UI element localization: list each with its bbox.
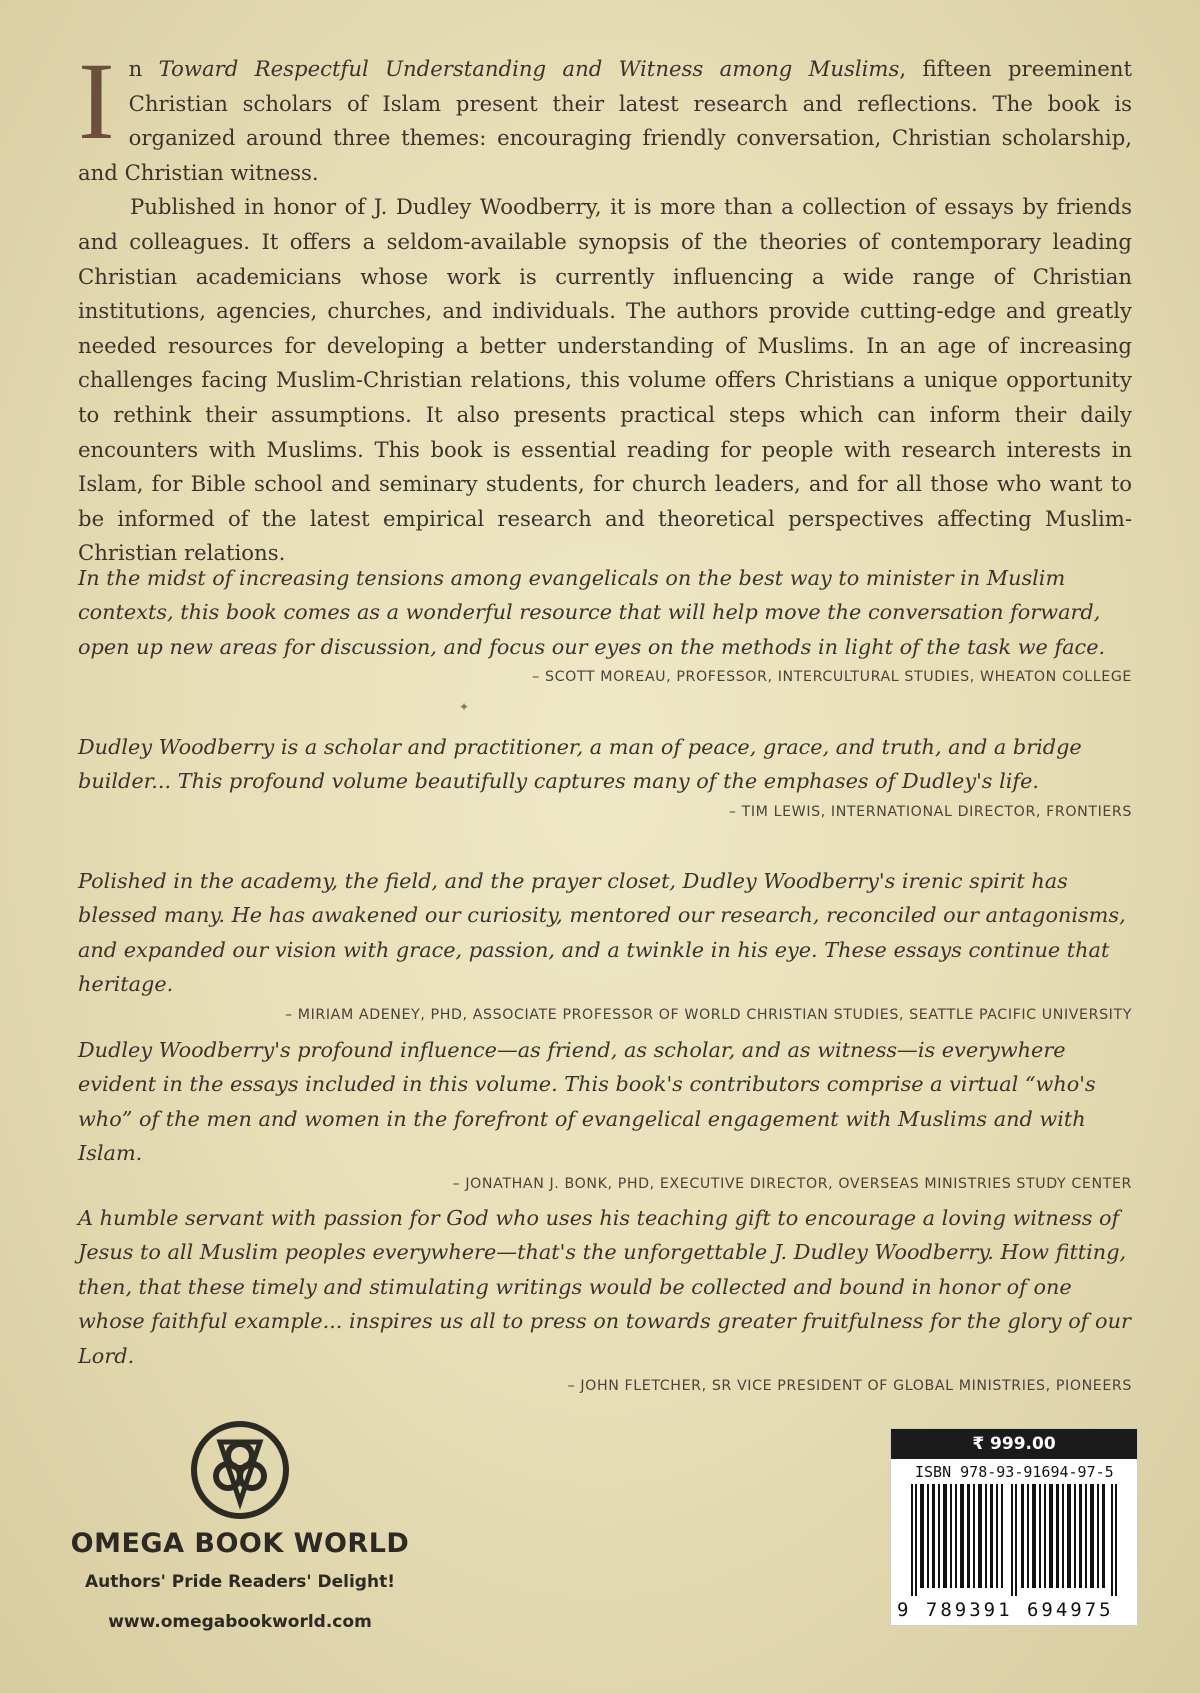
- endorsement-text: Polished in the academy, the field, and the prayer closet, Dudley Woodberry's irenic spirit has blessed many. He has awakened our curiosity, mentored our research, reconciled our antagonisms, and expanded our vision with grace, passion, and a twinkle in his eye. These essays continue that heritage.: [78, 869, 1126, 997]
- barcode-panel: [890, 1428, 1138, 1626]
- blurb-paragraph-2: Published in honor of J. Dudley Woodberry, it is more than a collection of essays by friends and colleagues. It offers a seldom-available synopsis of the theories of contemporary leading Christian academicians whose work is currently influencing a wide range of Christian institutions, agencies, churches, and individuals. The authors provide cutting-edge and greatly needed resources for developing a better understanding of Muslims. In an age of increasing challenges facing Muslim-Christian relations, this volume offers Christians a unique opportunity to rethink their assumptions. It also presents practical steps which can inform their daily encounters with Muslims. This book is essential reading for people with research interests in Islam, for Bible school and seminary students, for church leaders, and for all those who want to be informed of the latest empirical research and theoretical perspectives affecting Muslim-Christian relations.: [78, 194, 1132, 566]
- endorsement-attribution: – SCOTT MOREAU, PROFESSOR, INTERCULTURAL STUDIES, WHEATON COLLEGE: [532, 669, 1132, 686]
- blurb-paragraph-1: [78, 40, 1132, 190]
- isbn-label: ISBN 978-93-91694-97-5: [915, 1463, 1114, 1481]
- price-label: ₹ 999.00: [891, 1429, 1137, 1459]
- endorsement: [78, 730, 1132, 825]
- blurb-lead: n: [128, 56, 159, 81]
- endorsement-attribution: – MIRIAM ADENEY, PHD, ASSOCIATE PROFESSOR OF WORLD CHRISTIAN STUDIES, SEATTLE PACIFIC UNIVERSITY: [284, 1006, 1132, 1023]
- publisher-tagline: Authors' Pride Readers' Delight!: [85, 1572, 395, 1592]
- endorsement-attribution: – JOHN FLETCHER, SR VICE PRESIDENT OF GLOBAL MINISTRIES, PIONEERS: [567, 1378, 1132, 1395]
- publisher-name: OMEGA BOOK WORLD: [70, 1528, 410, 1559]
- endorsement-text: In the midst of increasing tensions among evangelicals on the best way to minister in Muslim contexts, this book comes as a wonderful resource that will help move the conversation forward, open up new areas for discussion, and focus our eyes on the methods in light of the task we face.: [78, 566, 1106, 659]
- endorsement: [78, 561, 1132, 690]
- endorsement-text: A humble servant with passion for God who uses his teaching gift to encourage a loving witness of Jesus to all Muslim peoples everywhere—that's the unforgettable J. Dudley Woodberry. How fitting, then, that these timely and stimulating writings would be collected and bound in honor of one whose faithful example... inspires us all to press on towards greater fruitfulness for the glory of our Lord.: [78, 1206, 1131, 1368]
- barcode-digits: 9 789391 694975: [897, 1599, 1114, 1621]
- endorsement-attribution: – TIM LEWIS, INTERNATIONAL DIRECTOR, FRONTIERS: [728, 803, 1132, 820]
- book-title: Toward Respectful Understanding and Witness among Muslims: [158, 56, 900, 81]
- barcode-icon: [909, 1484, 1121, 1596]
- omega-trefoil-logo-icon: [190, 1420, 290, 1520]
- endorsement-text: Dudley Woodberry is a scholar and practitioner, a man of peace, grace, and truth, and a bridge builder... This profound volume beautifully captures many of the emphases of Dudley's life.: [78, 735, 1082, 794]
- endorsement: [78, 1201, 1132, 1399]
- endorsement-attribution: – JONATHAN J. BONK, PHD, EXECUTIVE DIRECTOR, OVERSEAS MINISTRIES STUDY CENTER: [452, 1175, 1132, 1192]
- drop-cap: I: [78, 40, 115, 162]
- blurb-rest: , fifteen preeminent Christian scholars of Islam present their latest research and reflections. The book is organized around three themes: encouraging friendly conversation, Christian scholarship, and Christian witness.: [78, 56, 1132, 185]
- endorsement: [78, 1033, 1132, 1197]
- endorsement: [78, 864, 1132, 1028]
- description-blurb: [78, 40, 1132, 571]
- ornament-icon: ✦: [459, 700, 470, 714]
- endorsement-text: Dudley Woodberry's profound influence—as friend, as scholar, and as witness—is everywhere evident in the essays included in this volume. This book's contributors comprise a virtual “who's who” of the men and women in the forefront of evangelical engagement with Muslims and with Islam.: [78, 1038, 1096, 1166]
- publisher-url: www.omegabookworld.com: [108, 1612, 372, 1632]
